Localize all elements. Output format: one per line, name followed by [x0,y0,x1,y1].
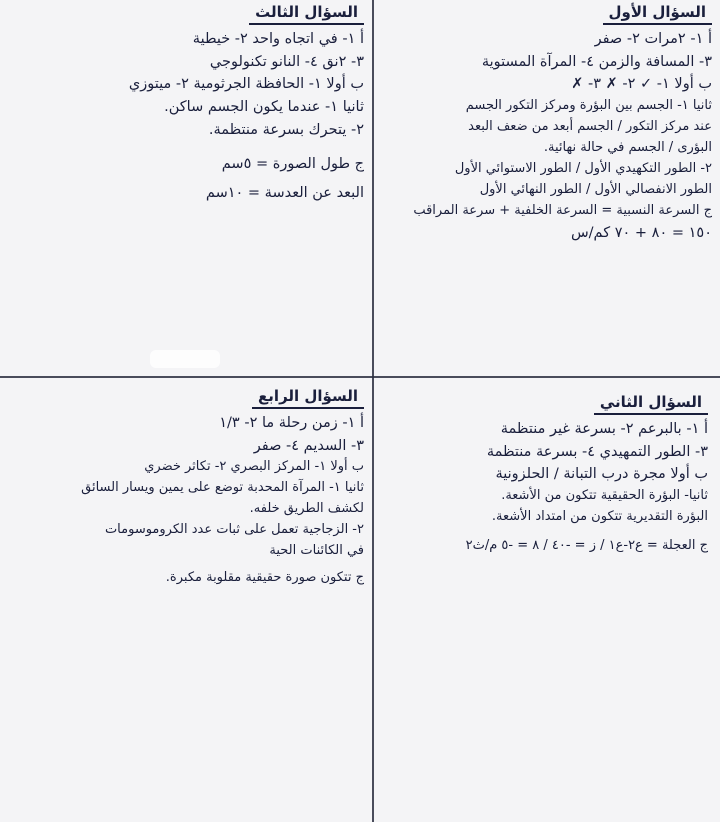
q1-line: الطور الانفصالي الأول / الطور النهائي الأول [479,181,712,197]
question-2-title: السؤال الثاني [594,393,708,415]
q4-line: ثانيا ١- المرآة المحدبة توضع على يمين ويسار السائق [81,480,364,496]
q3-line: أ ١- في اتجاه واحد ٢- خيطية [192,31,364,47]
q4-line: لكشف الطريق خلفه. [249,501,364,517]
question-3-title: السؤال الثالث [249,3,364,25]
q2-line: ثانيا- البؤرة الحقيقية تتكون من الأشعة. [501,488,708,504]
q4-line: ب أولا ١- المركز البصري ٢- تكاثر خضري [144,459,364,475]
q1-line: ج السرعة النسبية = السرعة الخلفية + سرعة المراقب [413,202,712,218]
question-1-block [362,2,712,241]
q1-line: البؤرى / الجسم في حالة نهائية. [543,139,712,155]
q2-line: ب أولا مجرة درب التبانة / الحلزونية [495,466,708,483]
question-2-block [362,392,708,554]
q2-line: أ ١- بالبرعم ٢- بسرعة غير منتظمة [500,421,708,437]
q4-line: ٢- الزجاجية تعمل على ثبات عدد الكروموسومات [104,522,364,538]
q3-line: ثانيا ١- عندما يكون الجسم ساكن. [164,99,364,116]
question-4-title: السؤال الرابع [252,387,364,409]
q2-line: البؤرة التقديرية تتكون من امتداد الأشعة. [491,508,708,524]
question-4-block [12,386,364,586]
q3-line: ٣- ٢نق ٤- النانو تكنولوجي [209,53,364,70]
q3-line: ب أولا ١- الحافظة الجرثومية ٢- ميتوزي [128,76,364,93]
q3-line: ٢- يتحرك بسرعة منتظمة. [208,121,364,138]
q1-line: ثانيا ١- الجسم بين البؤرة ومركز التكور الجسم [465,98,712,114]
q1-line: عند مركز التكور / الجسم أبعد من ضعف البعد [468,118,712,134]
q4-line: أ ١- زمن رحلة ما ٢- ١/٣ [219,415,364,431]
question-1-title: السؤال الأول [603,3,712,25]
q1-line: ٢- الطور التكهيدي الأول / الطور الاستوائي الأول [454,160,712,176]
q1-line: ٣- المسافة والزمن ٤- المرآة المستوية [481,53,712,70]
q2-line: ج العجلة = ع٢-ع١ / ز = -٤٠ / ٨ = -٥ م/ث٢ [465,537,708,553]
q4-line: ٣- السديم ٤- صفر [253,437,364,454]
q4-line: ج تتكون صورة حقيقية مقلوبة مكبرة. [165,570,364,586]
q1-line: أ ١- ٢مرات ٢- صفر [594,31,712,47]
q4-line: في الكائنات الحية [269,543,364,559]
q1-line: ب أولا ١- ✓ ٢- ✗ ٣- ✗ [571,76,712,93]
horizontal-divider [0,376,720,378]
q1-line: ١٥٠ = ٨٠ + ٧٠ كم/س [570,224,712,241]
question-3-block [14,2,364,202]
smudge [150,350,220,368]
q3-line: ج طول الصورة = ٥سم [221,156,364,173]
q3-line: البعد عن العدسة = ١٠سم [205,185,364,202]
q2-line: ٣- الطور التمهيدي ٤- بسرعة منتظمة [486,443,708,460]
